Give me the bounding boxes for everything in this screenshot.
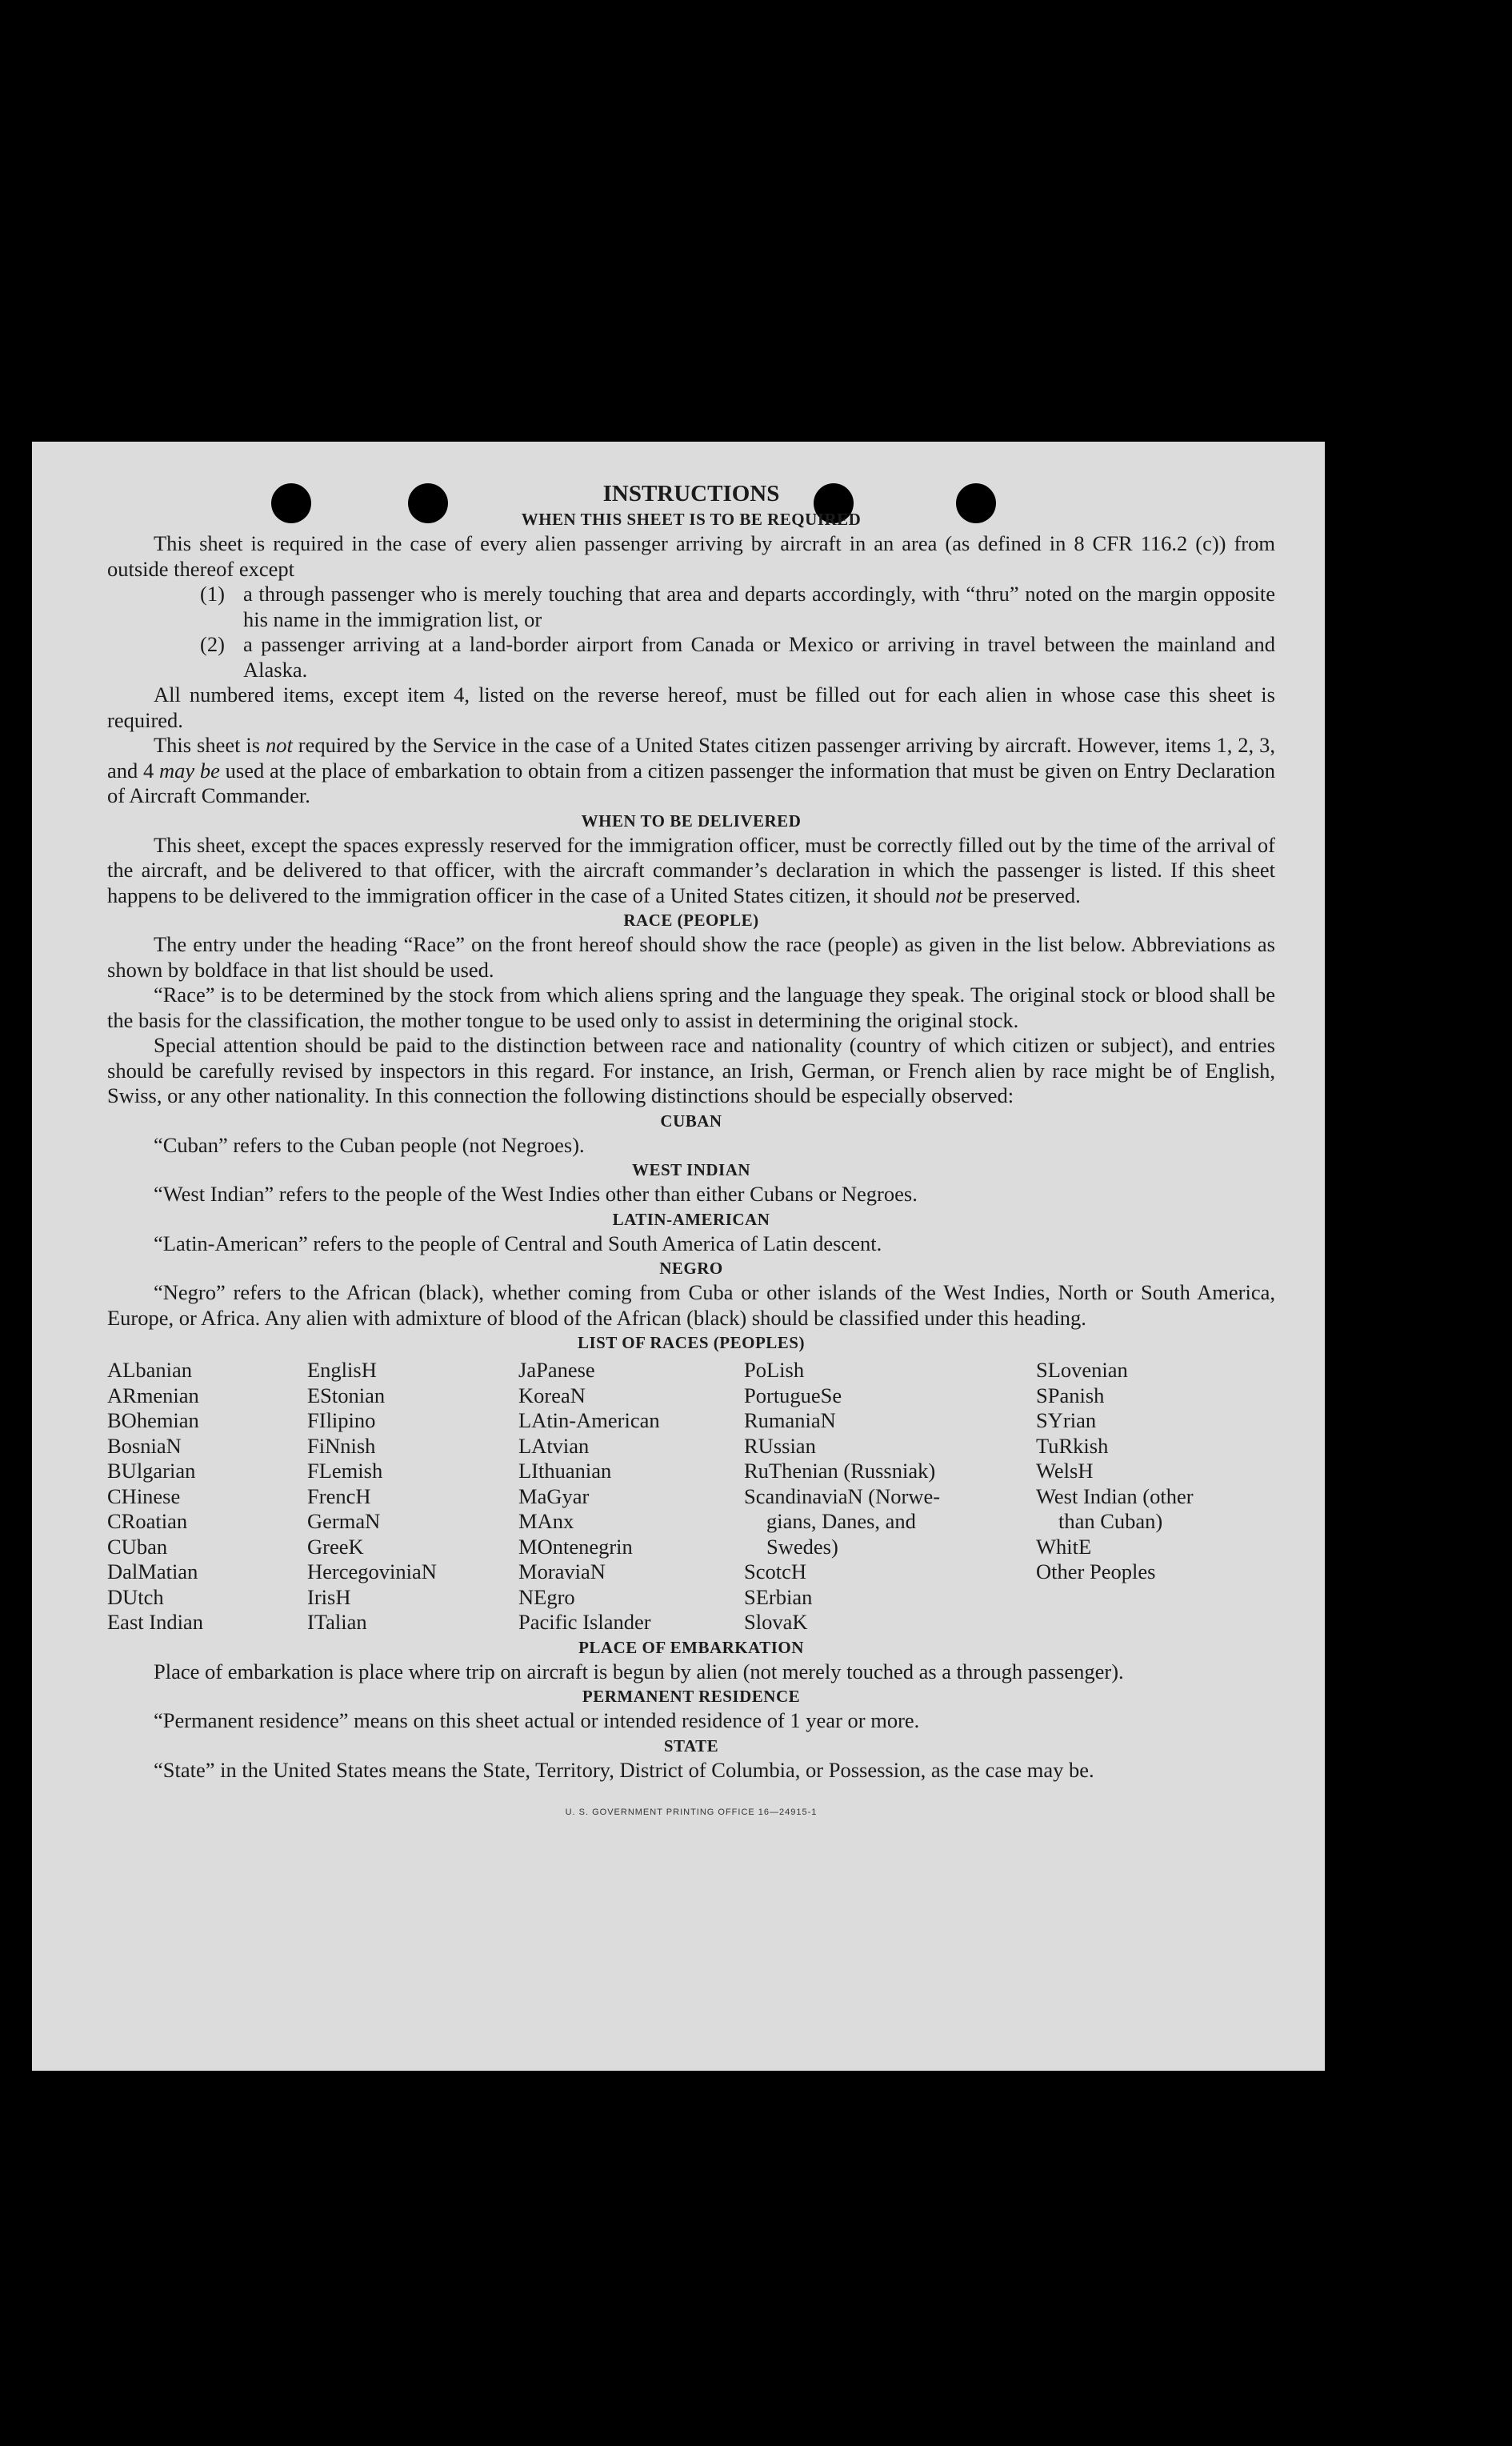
document-content <box>107 480 1275 1826</box>
race-entry: EnglisH <box>307 1358 377 1382</box>
paragraph <box>107 833 1275 909</box>
race-entry: FiNnish <box>307 1433 376 1458</box>
text-run: required by the Service in the case of a United States citizen passenger arriving by aircraft. However, items 1, 2, 3, and 4 <box>107 733 1275 783</box>
races-column <box>1036 1358 1244 1635</box>
section-heading: WEST INDIAN <box>631 1160 751 1179</box>
paragraph: “West Indian” refers to the people of the West Indies other than either Cubans or Negroes. <box>154 1182 918 1206</box>
race-entry: BOhemian <box>107 1408 199 1432</box>
race-entry: SlovaK <box>744 1610 808 1634</box>
race-entry: BUlgarian <box>107 1459 196 1483</box>
race-entry: KoreaN <box>518 1383 586 1407</box>
numbered-item <box>107 632 1275 683</box>
section-heading: PERMANENT RESIDENCE <box>582 1687 801 1706</box>
section-heading: WHEN THIS SHEET IS TO BE REQUIRED <box>521 510 862 529</box>
page-title: INSTRUCTIONS <box>602 481 780 506</box>
race-entry: DUtch <box>107 1584 164 1609</box>
emphasis: not <box>934 883 962 907</box>
race-entry: Other Peoples <box>1036 1559 1156 1583</box>
item-number: (2) <box>200 632 225 656</box>
race-entry: RUssian <box>744 1433 816 1458</box>
race-entry: than Cuban) <box>1058 1509 1163 1533</box>
race-entry: FIlipino <box>307 1408 376 1432</box>
races-list <box>107 1358 1275 1635</box>
races-column <box>107 1358 307 1635</box>
race-entry: FLemish <box>307 1459 383 1483</box>
race-entry: CUban <box>107 1534 168 1559</box>
race-entry: MOntenegrin <box>518 1534 633 1559</box>
race-entry: WelsH <box>1036 1459 1094 1483</box>
emphasis: not <box>266 733 293 757</box>
race-entry: Swedes) <box>766 1534 838 1559</box>
race-entry: ALbanian <box>107 1358 192 1382</box>
item-text: a passenger arriving at a land-border airport from Canada or Mexico or arriving in travel between the mainland and Alaska. <box>243 632 1275 682</box>
races-column <box>744 1358 1036 1635</box>
race-entry: WhitE <box>1036 1534 1092 1559</box>
paragraph: Place of embarkation is place where trip on aircraft is begun by alien (not merely touched as a through passenger). <box>154 1659 1124 1683</box>
text-run: used at the place of embarkation to obtain from a citizen passenger the information that must be given on Entry Declaration of Aircraft Commander. <box>107 758 1275 807</box>
race-entry: PoLish <box>744 1358 805 1382</box>
race-entry: SYrian <box>1036 1408 1097 1432</box>
race-entry: JaPanese <box>518 1358 595 1382</box>
text-run: This sheet is <box>154 733 266 757</box>
race-entry: NEgro <box>518 1584 575 1609</box>
race-entry: PortugueSe <box>744 1383 842 1407</box>
section-heading: RACE (PEOPLE) <box>623 911 759 930</box>
race-entry: CHinese <box>107 1483 181 1508</box>
race-entry: SLovenian <box>1036 1358 1128 1382</box>
race-entry: SPanish <box>1036 1383 1105 1407</box>
race-entry: ITalian <box>307 1610 367 1634</box>
race-entry: TuRkish <box>1036 1433 1109 1458</box>
section-heading: LIST OF RACES (PEOPLES) <box>578 1333 805 1352</box>
race-entry: Pacific Islander <box>518 1610 651 1634</box>
section-heading: PLACE OF EMBARKATION <box>578 1637 804 1657</box>
race-entry: HercegoviniaN <box>307 1559 437 1583</box>
race-entry: LAtin-American <box>518 1408 660 1432</box>
race-entry: ScotcH <box>744 1559 807 1583</box>
race-entry: gians, Danes, and <box>766 1509 916 1533</box>
paragraph: “Permanent residence” means on this sheet actual or intended residence of 1 year or more. <box>154 1708 920 1732</box>
text-run: be preserved. <box>962 883 1081 907</box>
race-entry: ScandinaviaN (Norwe- <box>744 1483 941 1508</box>
paragraph: “State” in the United States means the State, Territory, District of Columbia, or Possession, as the case may be. <box>154 1757 1094 1782</box>
paragraph: This sheet is required in the case of every alien passenger arriving by aircraft in an area (as defined in 8 CFR 116.2 (c)) from outside thereof except <box>107 531 1275 581</box>
item-number: (1) <box>200 582 225 606</box>
paragraph: Special attention should be paid to the distinction between race and nationality (country of which citizen or subject), and entries should be carefully revised by inspectors in this regard. For instance, an Irish, German, or French alien by race might be of English, Swiss, or any other nationality. In this connection the following distinctions should be especially observed: <box>107 1033 1275 1107</box>
paragraph: The entry under the heading “Race” on the front hereof should show the race (people) as given in the list below. Abbreviations as shown by boldface in that list should be used. <box>107 932 1275 982</box>
race-entry: BosniaN <box>107 1433 182 1458</box>
section-heading: WHEN TO BE DELIVERED <box>581 811 802 831</box>
race-entry: East Indian <box>107 1610 203 1634</box>
race-entry: MAnx <box>518 1509 574 1533</box>
race-entry: MoraviaN <box>518 1559 606 1583</box>
paragraph <box>107 733 1275 809</box>
races-column <box>307 1358 518 1635</box>
race-entry: West Indian (other <box>1036 1483 1194 1508</box>
race-entry: LAtvian <box>518 1433 590 1458</box>
races-column <box>518 1358 744 1635</box>
section-heading: NEGRO <box>659 1259 723 1278</box>
race-entry: IrisH <box>307 1584 351 1609</box>
paragraph: “Latin-American” refers to the people of Central and South America of Latin descent. <box>154 1231 882 1255</box>
numbered-item <box>107 582 1275 632</box>
race-entry: DalMatian <box>107 1559 198 1583</box>
paragraph: “Race” is to be determined by the stock from which aliens spring and the language they speak. The original stock or blood shall be the basis for the classification, the mother tongue to be used only to assist in determining the original stock. <box>107 983 1275 1032</box>
paragraph: “Cuban” refers to the Cuban people (not Negroes). <box>154 1132 585 1157</box>
race-entry: SErbian <box>744 1584 813 1609</box>
section-heading: CUBAN <box>660 1111 722 1131</box>
race-entry: MaGyar <box>518 1483 590 1508</box>
race-entry: GreeK <box>307 1534 364 1559</box>
race-entry: ARmenian <box>107 1383 199 1407</box>
section-heading: STATE <box>663 1735 719 1755</box>
emphasis: may be <box>159 758 220 783</box>
document-sheet <box>32 442 1325 2071</box>
paragraph: All numbered items, except item 4, listed on the reverse hereof, must be filled out for each alien in whose case this sheet is required. <box>107 683 1275 732</box>
race-entry: CRoatian <box>107 1509 188 1533</box>
race-entry: EStonian <box>307 1383 386 1407</box>
race-entry: LIthuanian <box>518 1459 612 1483</box>
section-heading: LATIN-AMERICAN <box>612 1209 770 1229</box>
race-entry: FrencH <box>307 1483 371 1508</box>
race-entry: RuThenian (Russniak) <box>744 1459 936 1483</box>
race-entry: RumaniaN <box>744 1408 836 1432</box>
text-run: This sheet, except the spaces expressly reserved for the immigration officer, must be correctly filled out by the time of the arrival of the aircraft, and be delivered to that officer, with the aircraft commander’s declaration in which the passenger is listed. If this sheet happens to be delivered to the immigration officer in the case of a United States citizen, it should <box>107 832 1275 907</box>
race-entry: GermaN <box>307 1509 381 1533</box>
item-text: a through passenger who is merely touching that area and departs accordingly, with “thru” noted on the margin opposite his name in the immigration list, or <box>243 582 1275 631</box>
paragraph: “Negro” refers to the African (black), whether coming from Cuba or other islands of the West Indies, North or South America, Europe, or Africa. Any alien with admixture of blood of the African (black) should be classified under this heading. <box>107 1280 1275 1330</box>
printing-office-imprint: U. S. GOVERNMENT PRINTING OFFICE 16—24915-1 <box>565 1807 818 1817</box>
